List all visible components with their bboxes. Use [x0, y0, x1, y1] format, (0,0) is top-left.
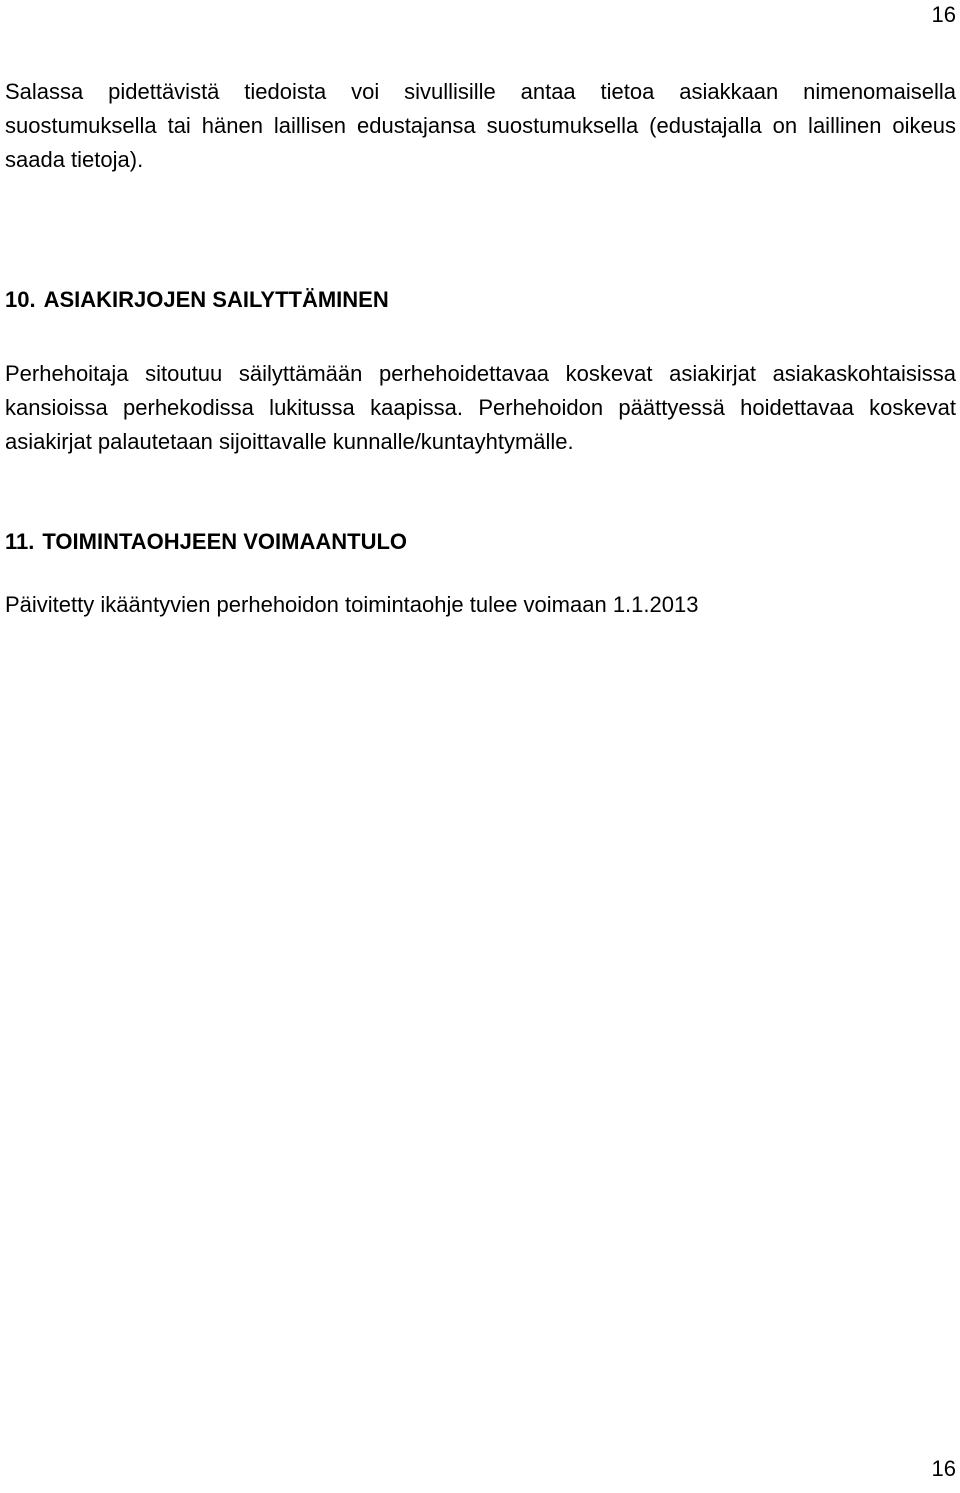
- page-number-bottom: 16: [931, 1456, 956, 1481]
- section-10-body: [5, 357, 956, 459]
- section-10-number: 10.: [5, 287, 36, 312]
- section-11-number: 11.: [5, 529, 35, 554]
- section-10-title: ASIAKIRJOJEN SAILYTTÄMINEN: [43, 287, 389, 312]
- intro-section: [5, 75, 956, 177]
- section-10-paragraph: Perhehoitaja sitoutuu säilyttämään perhehoidettavaa koskevat asiakirjat asiakaskohtaisissa kansioissa perhekodissa lukitussa kaapissa. Perhehoidon päättyessä hoidettavaa koskevat asiakirjat palautetaan sijoittavalle kunnalle/kuntayhtymälle.: [5, 361, 956, 454]
- section-11-body: [5, 588, 956, 622]
- section-10-heading: [5, 283, 389, 317]
- section-11-heading: [5, 525, 407, 559]
- section-11-paragraph: Päivitetty ikääntyvien perhehoidon toimintaohje tulee voimaan 1.1.2013: [5, 592, 699, 617]
- intro-paragraph: Salassa pidettävistä tiedoista voi sivullisille antaa tietoa asiakkaan nimenomaisella suostumuksella tai hänen laillisen edustajansa suostumuksella (edustajalla on laillinen oikeus saada tietoja).: [5, 79, 956, 172]
- section-11-title: TOIMINTAOHJEEN VOIMAANTULO: [42, 529, 408, 554]
- page-number-top: 16: [931, 2, 956, 27]
